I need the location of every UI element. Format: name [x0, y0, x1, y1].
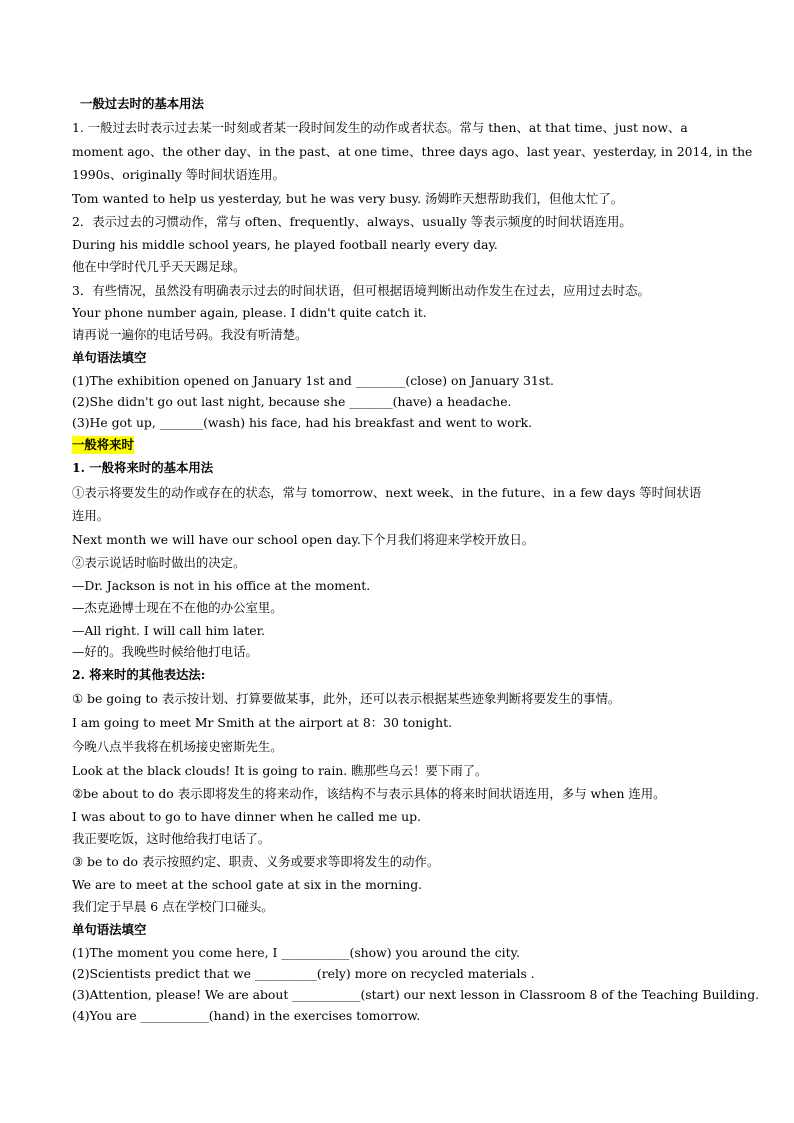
text-line: 2．表示过去的习惯动作，常与 often、frequently、always、usually 等表示频度的时间状语连用。 — [72, 214, 632, 229]
text-line: ①表示将要发生的动作或存在的状态，常与 tomorrow、next week、in the future、in a few days 等时间状语 — [72, 485, 702, 500]
text-line: Look at the black clouds! It is going to rain. 瞧那些乌云！要下雨了。 — [72, 763, 488, 778]
exercise-item: (1)The moment you come here, I ___________(show) you around the city. — [72, 945, 520, 960]
text-line: We are to meet at the school gate at six in the morning. — [72, 877, 423, 892]
exercise-item: (3)He got up, _______(wash) his face, had his breakfast and went to work. — [72, 415, 533, 430]
text-line: —Dr. Jackson is not in his office at the moment. — [72, 578, 371, 593]
text-line: —好的。我晚些时候给他打电话。 — [72, 644, 258, 659]
text-line: 今晚八点半我将在机场接史密斯先生。 — [72, 739, 283, 754]
text-line: —杰克逊博士现在不在他的办公室里。 — [72, 600, 283, 615]
text-line: ②be about to do 表示即将发生的将来动作，该结构不与表示具体的将来时间状语连用，多与 when 连用。 — [72, 786, 666, 801]
text-line: ②表示说话时临时做出的决定。 — [72, 555, 246, 570]
text-line: 连用。 — [72, 508, 110, 523]
subheading: 2. 将来时的其他表达法: — [72, 667, 206, 682]
text-line: 他在中学时代几乎天天踢足球。 — [72, 259, 246, 274]
exercise-item: (4)You are ___________(hand) in the exercises tomorrow. — [72, 1008, 421, 1023]
text-line: 1990s、originally 等时间状语连用。 — [72, 167, 285, 182]
text-line: Next month we will have our school open day.下个月我们将迎来学校开放日。 — [72, 532, 535, 547]
exercise-heading: 单句语法填空 — [72, 350, 147, 365]
exercise-item: (2)Scientists predict that we __________(rely) more on recycled materials . — [72, 966, 535, 981]
text-line: 请再说一遍你的电话号码。我没有听清楚。 — [72, 327, 308, 342]
text-line: During his middle school years, he played football nearly every day. — [72, 237, 498, 252]
text-line: —All right. I will call him later. — [72, 623, 266, 638]
text-line: 1. 一般过去时表示过去某一时刻或者某一段时间发生的动作或者状态。常与 then、at that time、just now、a — [72, 120, 688, 135]
text-line: Your phone number again, please. I didn't quite catch it. — [72, 305, 427, 320]
text-line: I am going to meet Mr Smith at the airport at 8：30 tonight. — [72, 715, 453, 730]
exercise-item: (1)The exhibition opened on January 1st and ________(close) on January 31st. — [72, 373, 555, 388]
text-line: 我们定于早晨 6 点在学校门口碰头。 — [72, 899, 274, 914]
text-line: Tom wanted to help us yesterday, but he was very busy. 汤姆昨天想帮助我们，但他太忙了。 — [72, 191, 624, 206]
text-line: 我正要吃饭，这时他给我打电话了。 — [72, 831, 271, 846]
exercise-heading: 单句语法填空 — [72, 922, 147, 937]
text-line: I was about to go to have dinner when he called me up. — [72, 809, 421, 824]
subheading: 1. 一般将来时的基本用法 — [72, 460, 214, 475]
exercise-item: (2)She didn't go out last night, because she _______(have) a headache. — [72, 394, 512, 409]
section-heading-past-tense: 一般过去时的基本用法 — [80, 96, 204, 111]
text-line: 3．有些情况，虽然没有明确表示过去的时间状语，但可根据语境判断出动作发生在过去，应用过去时态。 — [72, 283, 650, 298]
section-heading-future-tense: 一般将来时 — [72, 437, 134, 452]
text-line: ③ be to do 表示按照约定、职责、义务或要求等即将发生的动作。 — [72, 854, 440, 869]
text-line: moment ago、the other day、in the past、at one time、three days ago、last year、yesterday, in 2014, in the — [72, 144, 753, 159]
text-line: ① be going to 表示按计划、打算要做某事，此外，还可以表示根据某些迹象判断将要发生的事情。 — [72, 691, 621, 706]
exercise-item: (3)Attention, please! We are about ___________(start) our next lesson in Classroom 8 of the Teaching Building. — [72, 987, 760, 1002]
